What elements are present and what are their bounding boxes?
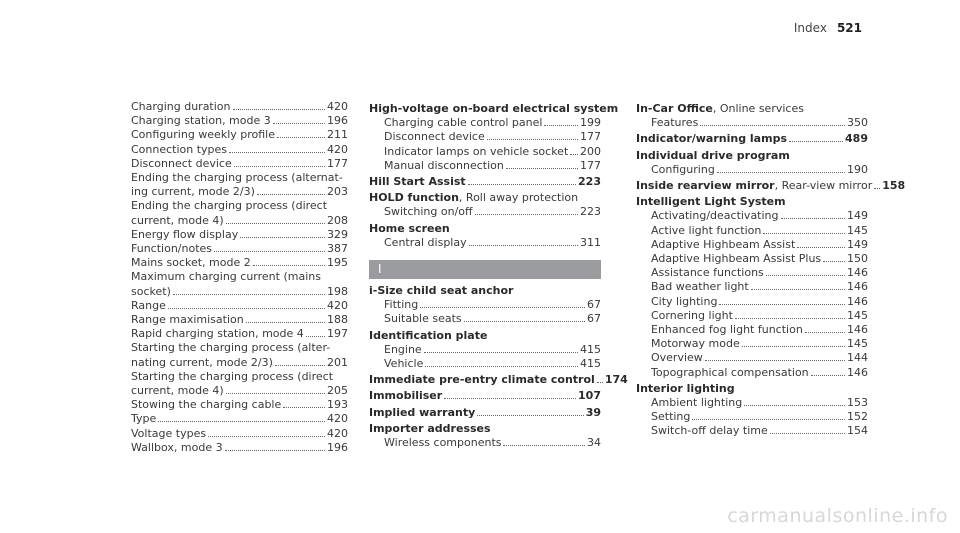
index-subentry — [369, 312, 601, 326]
entry-text: ing current, mode 2/3) — [131, 185, 255, 199]
entry-text: Assistance functions — [651, 266, 764, 280]
index-subentry — [116, 398, 348, 412]
index-subentry — [116, 171, 348, 185]
index-subentry — [369, 343, 601, 357]
dot-leader — [214, 251, 325, 252]
index-subentry — [116, 412, 348, 426]
index-subentry — [369, 205, 601, 219]
page-ref: 195 — [327, 256, 348, 270]
entry-text: Intelligent Light System — [636, 195, 786, 209]
index-subentry — [116, 242, 348, 256]
index-subentry — [636, 366, 868, 380]
dot-leader — [168, 308, 325, 309]
entry-text: Adaptive Highbeam Assist — [651, 237, 796, 251]
index-subentry — [116, 285, 348, 299]
dot-leader — [226, 223, 325, 224]
entry-text: Starting the charging process (alter- — [131, 341, 331, 355]
index-subentry — [636, 396, 868, 410]
entry-text: Manual disconnection — [384, 158, 504, 172]
dot-leader — [797, 247, 845, 248]
entry-text: Starting the charging process (direct — [131, 369, 334, 383]
dot-leader — [425, 366, 578, 367]
dot-leader — [766, 275, 845, 276]
dot-leader — [208, 436, 325, 437]
entry-text: Range maximisation — [131, 313, 244, 327]
page-ref: 223 — [580, 205, 601, 219]
page-ref: 196 — [327, 114, 348, 128]
page-ref: 420 — [327, 426, 348, 440]
dot-leader — [700, 125, 845, 126]
page-ref: 188 — [327, 313, 348, 327]
page-ref: 415 — [580, 342, 601, 356]
index-letter-heading: I — [369, 260, 601, 279]
index-subentry — [116, 143, 348, 157]
entry-text: Fitting — [384, 298, 419, 312]
dot-leader — [277, 137, 325, 138]
index-subentry — [116, 441, 348, 455]
header-title: Index — [793, 21, 827, 35]
index-subentry — [116, 299, 348, 313]
dot-leader — [789, 141, 843, 142]
entry-text: Features — [651, 116, 699, 130]
page-ref: 107 — [578, 389, 601, 403]
entry-text: Motorway mode — [651, 337, 740, 351]
page-ref: 39 — [585, 405, 601, 419]
index-subentry — [116, 427, 348, 441]
index-subentry — [116, 341, 348, 355]
entry-text: Disconnect device — [131, 156, 232, 170]
page-ref: 152 — [847, 410, 868, 424]
entry-text: Type — [131, 412, 157, 426]
page-ref: 199 — [580, 116, 601, 130]
page-ref: 205 — [327, 384, 348, 398]
page-ref: 153 — [847, 396, 868, 410]
page-ref: 67 — [587, 298, 601, 312]
dot-leader — [234, 166, 325, 167]
page-ref: 198 — [327, 284, 348, 298]
page-ref: 208 — [327, 213, 348, 227]
page-ref: 193 — [327, 398, 348, 412]
dot-leader — [444, 398, 576, 399]
page-ref: 177 — [327, 156, 348, 170]
dot-leader — [306, 336, 325, 337]
dot-leader — [763, 233, 845, 234]
entry-text: Implied warranty — [369, 405, 476, 419]
page-ref: 420 — [327, 412, 348, 426]
index-subentry — [636, 266, 868, 280]
page-header — [794, 21, 862, 35]
entry-text: Configuring weekly profile — [131, 128, 276, 142]
index-subentry — [369, 436, 601, 450]
page-ref: 197 — [327, 327, 348, 341]
index-subentry — [116, 384, 348, 398]
entry-cross-reference: , Online services — [712, 102, 804, 115]
index-subentry — [369, 236, 601, 250]
page-ref: 177 — [580, 130, 601, 144]
page-ref: 311 — [580, 235, 601, 249]
dot-leader — [275, 365, 325, 366]
page-ref: 144 — [847, 351, 868, 365]
entry-text: Hill Start Assist — [369, 175, 466, 189]
dot-leader — [253, 265, 325, 266]
index-entry — [636, 132, 868, 146]
index-subentry — [636, 323, 868, 337]
dot-leader — [424, 352, 578, 353]
page-ref: 146 — [847, 323, 868, 337]
entry-text: Immobiliser — [369, 389, 443, 403]
page-ref: 145 — [847, 308, 868, 322]
dot-leader — [464, 321, 585, 322]
entry-text: HOLD function — [369, 191, 459, 205]
dot-leader — [233, 109, 326, 110]
entry-text: Indicator lamps on vehicle socket — [384, 144, 569, 158]
entry-text: Switch-off delay time — [651, 424, 768, 438]
entry-text: Configuring — [651, 162, 715, 176]
index-subentry — [369, 159, 601, 173]
entry-text: Range — [131, 298, 166, 312]
entry-text: Adaptive Highbeam Assist Plus — [651, 252, 822, 266]
watermark: carmanualsonline.info — [727, 505, 948, 527]
page-ref: 203 — [327, 185, 348, 199]
dot-leader — [503, 445, 585, 446]
page-ref: 177 — [580, 158, 601, 172]
index-subentry — [636, 238, 868, 252]
index-subentry — [116, 157, 348, 171]
page-ref: 154 — [847, 424, 868, 438]
dot-leader — [770, 433, 845, 434]
dot-leader — [751, 289, 845, 290]
dot-leader — [158, 421, 325, 422]
entry-text: Activating/deactivating — [651, 209, 779, 223]
entry-text: Switching on/off — [384, 205, 473, 219]
page-ref: 146 — [847, 280, 868, 294]
entry-text: Importer addresses — [369, 421, 491, 435]
page-ref: 420 — [327, 142, 348, 156]
entry-text: Stowing the charging cable — [131, 398, 282, 412]
page-ref: 201 — [327, 355, 348, 369]
index-entry — [369, 406, 601, 420]
page-ref: 146 — [847, 365, 868, 379]
index-subentry — [636, 424, 868, 438]
page-ref: 149 — [847, 237, 868, 251]
entry-text: Ambient lighting — [651, 396, 743, 410]
entry-text: Active light function — [651, 223, 762, 237]
page-ref: 200 — [580, 144, 601, 158]
page-ref: 34 — [587, 436, 601, 450]
entry-text: Bad weather light — [651, 280, 749, 294]
dot-leader — [570, 154, 578, 155]
dot-leader — [475, 214, 578, 215]
index-subentry — [116, 327, 348, 341]
page-ref: 146 — [847, 294, 868, 308]
entry-text: Overview — [651, 351, 703, 365]
page-ref: 387 — [327, 242, 348, 256]
index-entry — [636, 382, 868, 396]
entry-text: City lighting — [651, 294, 718, 308]
page-ref: 211 — [327, 128, 348, 142]
dot-leader — [225, 450, 325, 451]
index-subentry — [116, 128, 348, 142]
entry-text: In-Car Office — [636, 102, 713, 115]
entry-text: Charging duration — [131, 100, 231, 113]
entry-text: Charging cable control panel — [384, 116, 543, 130]
entry-text: Mains socket, mode 2 — [131, 256, 251, 270]
dot-leader — [744, 405, 845, 406]
entry-text: Rapid charging station, mode 4 — [131, 327, 304, 341]
index-entry — [636, 179, 906, 193]
entry-text: Individual drive program — [636, 148, 790, 162]
dot-leader — [420, 307, 585, 308]
index-entry — [636, 149, 868, 163]
dot-leader — [226, 393, 325, 394]
index-subentry — [636, 410, 868, 424]
index-subentry — [116, 228, 348, 242]
page-ref: 415 — [580, 357, 601, 371]
index-subentry — [369, 145, 601, 159]
entry-text: Disconnect device — [384, 130, 485, 144]
index-subentry — [116, 185, 348, 199]
entry-text: Identification plate — [369, 328, 488, 342]
page-ref: 196 — [327, 440, 348, 454]
entry-text: Cornering light — [651, 308, 733, 322]
entry-text: nating current, mode 2/3) — [131, 355, 273, 369]
dot-leader — [781, 218, 845, 219]
dot-leader — [719, 304, 845, 305]
dot-leader — [805, 332, 845, 333]
dot-leader — [811, 375, 845, 376]
index-entry — [636, 102, 868, 116]
index-entry — [369, 373, 628, 387]
index-subentry — [116, 313, 348, 327]
index-subentry — [369, 116, 601, 130]
index-column-1 — [116, 100, 348, 455]
page-ref: 149 — [847, 209, 868, 223]
entry-text: Central display — [384, 235, 467, 249]
index-subentry — [636, 337, 868, 351]
dot-leader — [257, 194, 325, 195]
entry-text: Suitable seats — [384, 312, 462, 326]
entry-text: Wallbox, mode 3 — [131, 440, 223, 454]
index-entry — [369, 191, 601, 205]
index-entry — [369, 329, 601, 343]
index-subentry — [116, 199, 348, 213]
dot-leader — [717, 172, 845, 173]
entry-text: Immediate pre-entry climate control — [369, 373, 595, 387]
index-subentry — [636, 116, 868, 130]
dot-leader — [544, 125, 578, 126]
dot-leader — [742, 346, 845, 347]
page-ref: 150 — [847, 252, 868, 266]
entry-text: Indicator/warning lamps — [636, 132, 787, 146]
entry-text: i-Size child seat anchor — [369, 284, 514, 298]
entry-text: Ending the charging process (direct — [131, 199, 328, 213]
entry-text: socket) — [131, 284, 171, 298]
entry-cross-reference: , Roll away protection — [458, 191, 579, 205]
entry-text: current, mode 4) — [131, 213, 224, 227]
index-entry — [369, 389, 601, 403]
index-column-2 — [369, 100, 628, 450]
entry-text: Enhanced fog light function — [651, 323, 803, 337]
entry-text: Energy flow display — [131, 227, 239, 241]
index-subentry — [116, 270, 348, 284]
entry-text: Ending the charging process (alternat- — [131, 171, 343, 185]
dot-leader — [468, 184, 576, 185]
dot-leader — [469, 245, 578, 246]
index-column-3 — [636, 100, 906, 439]
entry-text: Function/notes — [131, 242, 213, 256]
page-ref: 158 — [882, 179, 906, 193]
index-entry — [369, 284, 601, 298]
index-subentry — [636, 224, 868, 238]
page-ref: 350 — [847, 116, 868, 130]
entry-text: Engine — [384, 342, 422, 356]
page-ref: 146 — [847, 266, 868, 280]
entry-text: Topographical compensation — [651, 365, 809, 379]
dot-leader — [283, 407, 325, 408]
dot-leader — [477, 415, 583, 416]
dot-leader — [506, 168, 578, 169]
page-ref: 145 — [847, 337, 868, 351]
entry-text: Voltage types — [131, 426, 207, 440]
index-entry — [636, 195, 868, 209]
page-number: 521 — [836, 21, 862, 35]
index-entry — [369, 175, 601, 189]
dot-leader — [705, 360, 845, 361]
index-subentry — [116, 214, 348, 228]
index-subentry — [636, 295, 868, 309]
entry-text: Home screen — [369, 221, 450, 235]
dot-leader — [246, 322, 325, 323]
dot-leader — [173, 294, 325, 295]
entry-text: current, mode 4) — [131, 384, 224, 398]
index-subentry — [636, 351, 868, 365]
index-subentry — [369, 357, 601, 371]
dot-leader — [487, 139, 578, 140]
entry-text: Maximum charging current (mains — [131, 270, 321, 284]
dot-leader — [240, 237, 325, 238]
dot-leader — [597, 382, 603, 383]
dot-leader — [823, 261, 845, 262]
page-ref: 223 — [578, 175, 601, 189]
entry-cross-reference: , Rear-view mirror — [774, 179, 873, 193]
entry-text: High-voltage on-board electrical system — [369, 102, 619, 115]
page-ref: 190 — [847, 162, 868, 176]
index-subentry — [116, 114, 348, 128]
page-ref: 145 — [847, 223, 868, 237]
index-subentry — [636, 209, 868, 223]
entry-text: Setting — [651, 410, 691, 424]
index-subentry — [116, 356, 348, 370]
page-ref: 420 — [327, 298, 348, 312]
page-ref: 420 — [327, 100, 348, 113]
page-ref: 489 — [845, 132, 868, 146]
index-subentry — [636, 252, 868, 266]
index-subentry — [116, 100, 348, 114]
entry-text: Wireless components — [384, 436, 502, 450]
index-entry — [369, 222, 601, 236]
entry-text: Vehicle — [384, 357, 424, 371]
index-subentry — [636, 309, 868, 323]
dot-leader — [229, 152, 325, 153]
page-ref: 329 — [327, 227, 348, 241]
index-entry — [369, 422, 601, 436]
page-ref: 67 — [587, 312, 601, 326]
index-entry — [369, 102, 619, 116]
index-subentry — [116, 370, 348, 384]
entry-text: Inside rearview mirror — [636, 179, 775, 193]
index-subentry — [369, 130, 601, 144]
entry-text: Interior lighting — [636, 381, 735, 395]
dot-leader — [273, 123, 325, 124]
entry-text: Charging station, mode 3 — [131, 114, 271, 128]
dot-leader — [735, 318, 845, 319]
index-subentry — [636, 280, 868, 294]
page-ref: 174 — [604, 373, 628, 387]
index-subentry — [116, 256, 348, 270]
dot-leader — [874, 188, 880, 189]
entry-text: Connection types — [131, 142, 228, 156]
index-subentry — [369, 298, 601, 312]
index-subentry — [636, 163, 868, 177]
dot-leader — [692, 419, 845, 420]
